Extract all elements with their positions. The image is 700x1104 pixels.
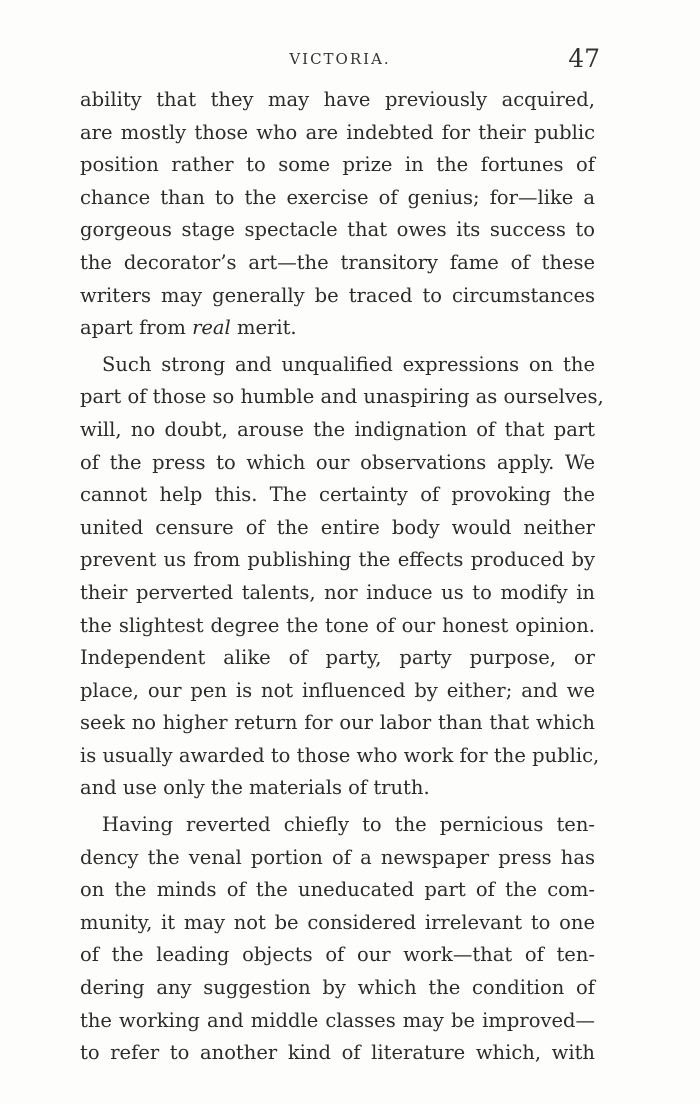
paragraph-2 <box>80 349 604 805</box>
text-run: apart from <box>80 316 193 340</box>
text-line: the slightest degree the tone of our honest opinion. <box>80 613 595 637</box>
text-line: the decorator’s art—the transitory fame of these <box>80 250 595 274</box>
text-line: ability that they may have previously acquired, <box>80 88 595 111</box>
page-number: 47 <box>568 44 600 73</box>
text-line: prevent us from publishing the effects produced by <box>80 548 595 572</box>
text-line: position rather to some prize in the fortunes of <box>80 153 595 177</box>
text-line: to refer to another kind of literature which, with <box>80 1041 595 1065</box>
text-line: will, no doubt, arouse the indignation of that part <box>80 417 595 441</box>
running-title: VICTORIA. <box>289 50 391 68</box>
running-head <box>80 44 600 80</box>
text-line <box>80 312 595 345</box>
paragraph-1 <box>80 84 595 345</box>
text-line: are mostly those who are indebted for their public <box>80 120 595 144</box>
text-line: gorgeous stage spectacle that owes its success to <box>80 218 595 242</box>
text-line: of the leading objects of our work—that of ten- <box>80 943 595 967</box>
text-line: their perverted talents, nor induce us to modify in <box>80 580 595 604</box>
text-line: dency the venal portion of a newspaper press has <box>80 845 595 869</box>
text-line: Having reverted chiefly to the pernicious ten- <box>102 813 595 837</box>
text-line: Independent alike of party, party purpose, or <box>80 646 595 670</box>
text-line: part of those so humble and unaspiring as ourselves, <box>80 385 604 409</box>
text-line: is usually awarded to those who work for the public, <box>80 743 600 767</box>
paragraph-3 <box>80 809 595 1070</box>
text-line: united censure of the entire body would neither <box>80 515 595 539</box>
text-line: munity, it may not be considered irrelevant to one <box>80 910 595 934</box>
text-line: Such strong and unqualified expressions on the <box>102 352 595 376</box>
text-line: cannot help this. The certainty of provoking the <box>80 483 595 507</box>
text-line: dering any suggestion by which the condition of <box>80 976 595 1000</box>
text-run: merit. <box>230 316 297 340</box>
text-line: on the minds of the uneducated part of the com- <box>80 878 595 902</box>
italic-emphasis: real <box>192 316 231 340</box>
text-line: the working and middle classes may be improved— <box>80 1008 595 1032</box>
text-line: place, our pen is not influenced by either; and we <box>80 678 595 702</box>
text-line: writers may generally be traced to circumstances <box>80 283 595 307</box>
text-line: and use only the materials of truth. <box>80 776 430 800</box>
text-line: of the press to which our observations apply. We <box>80 450 595 474</box>
body-text <box>80 84 604 1070</box>
text-line: chance than to the exercise of genius; for—like a <box>80 185 595 209</box>
text-line: seek no higher return for our labor than that which <box>80 711 595 735</box>
